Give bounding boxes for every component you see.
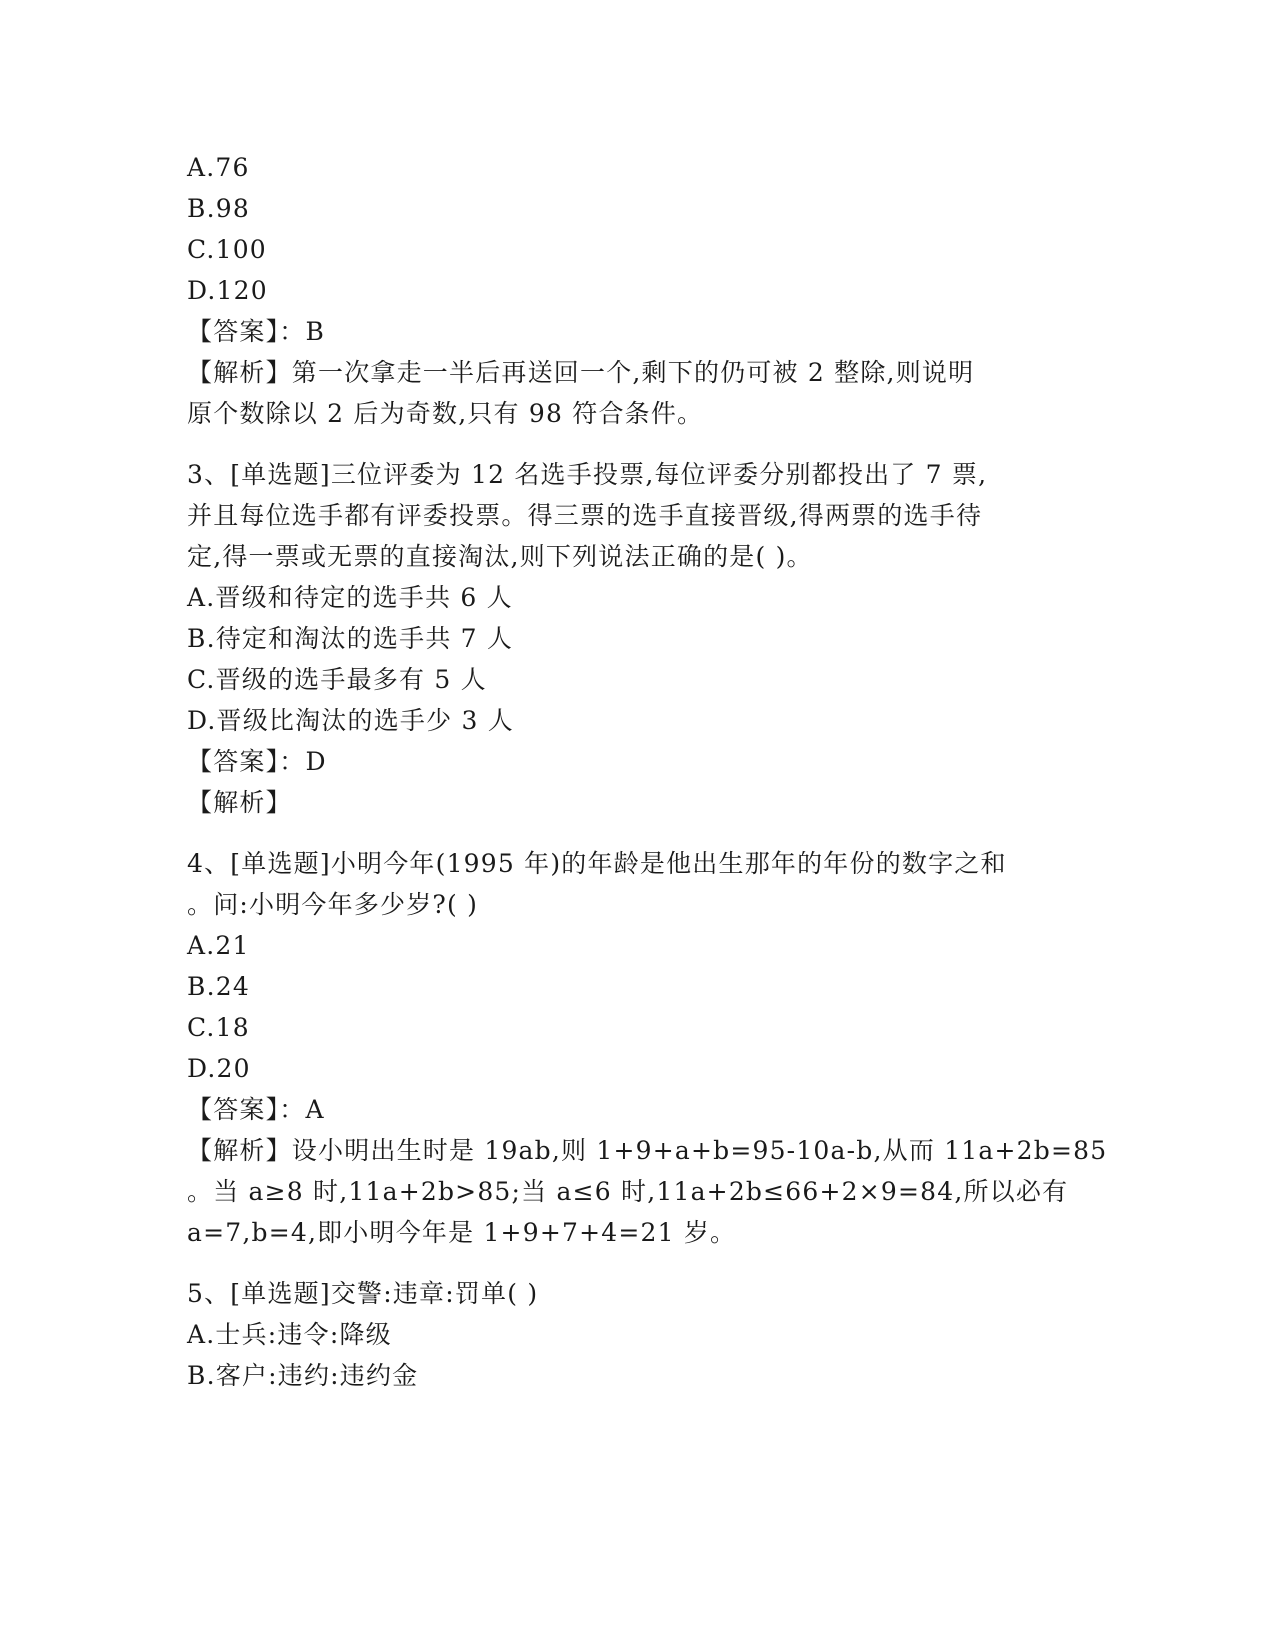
answer: 【答案】：D: [187, 747, 327, 776]
question-4: [187, 843, 1108, 1253]
analysis-line: 。当 a≥8 时,11a+2b>85;当 a≤6 时,11a+2b≤66+2×9=84,所以必有: [187, 1177, 1069, 1206]
option-d: D.20: [187, 1054, 251, 1083]
option-a: A.晋级和待定的选手共 6 人: [187, 583, 513, 612]
question-5: [187, 1273, 1087, 1396]
question-spacer: [187, 1253, 1087, 1273]
option-b: B.待定和淘汰的选手共 7 人: [187, 624, 514, 653]
analysis-line: 【解析】: [187, 788, 292, 817]
option-d: D.120: [187, 276, 268, 305]
option-c: C.18: [187, 1013, 250, 1042]
option-b: B.客户:违约:违约金: [187, 1361, 419, 1390]
option-b: B.98: [187, 194, 250, 223]
question-spacer: [187, 434, 1087, 454]
question-stem-line: 并且每位选手都有评委投票。得三票的选手直接晋级,得两票的选手待: [187, 501, 983, 530]
analysis-line: 【解析】设小明出生时是 19ab,则 1+9+a+b=95-10a-b,从而 11a+2b=85: [187, 1136, 1108, 1165]
option-c: C.晋级的选手最多有 5 人: [187, 665, 487, 694]
answer: 【答案】：A: [187, 1095, 325, 1124]
option-c: C.100: [187, 235, 267, 264]
answer: 【答案】：B: [187, 317, 326, 346]
question-spacer: [187, 823, 1087, 843]
question-stem-line: 。问:小明今年多少岁?( ): [187, 890, 479, 919]
question-3: [187, 454, 1087, 823]
option-a: A.21: [187, 931, 250, 960]
question-stem-line: 3、[单选题]三位评委为 12 名选手投票,每位评委分别都投出了 7 票,: [187, 460, 988, 489]
analysis-line: a=7,b=4,即小明今年是 1+9+7+4=21 岁。: [187, 1218, 737, 1247]
question-stem-line: 4、[单选题]小明今年(1995 年)的年龄是他出生那年的年份的数字之和: [187, 849, 1007, 878]
page-content: [187, 147, 1108, 1396]
option-d: D.晋级比淘汰的选手少 3 人: [187, 706, 514, 735]
analysis-line: 原个数除以 2 后为奇数,只有 98 符合条件。: [187, 399, 704, 428]
question-stem-line: 5、[单选题]交警:违章:罚单( ): [187, 1279, 539, 1308]
option-a: A.76: [187, 153, 250, 182]
option-b: B.24: [187, 972, 250, 1001]
analysis-line: 【解析】第一次拿走一半后再送回一个,剩下的仍可被 2 整除,则说明: [187, 358, 975, 387]
question-stem-line: 定,得一票或无票的直接淘汰,则下列说法正确的是( )。: [187, 542, 813, 571]
question-2: [187, 147, 1087, 434]
option-a: A.士兵:违令:降级: [187, 1320, 392, 1349]
